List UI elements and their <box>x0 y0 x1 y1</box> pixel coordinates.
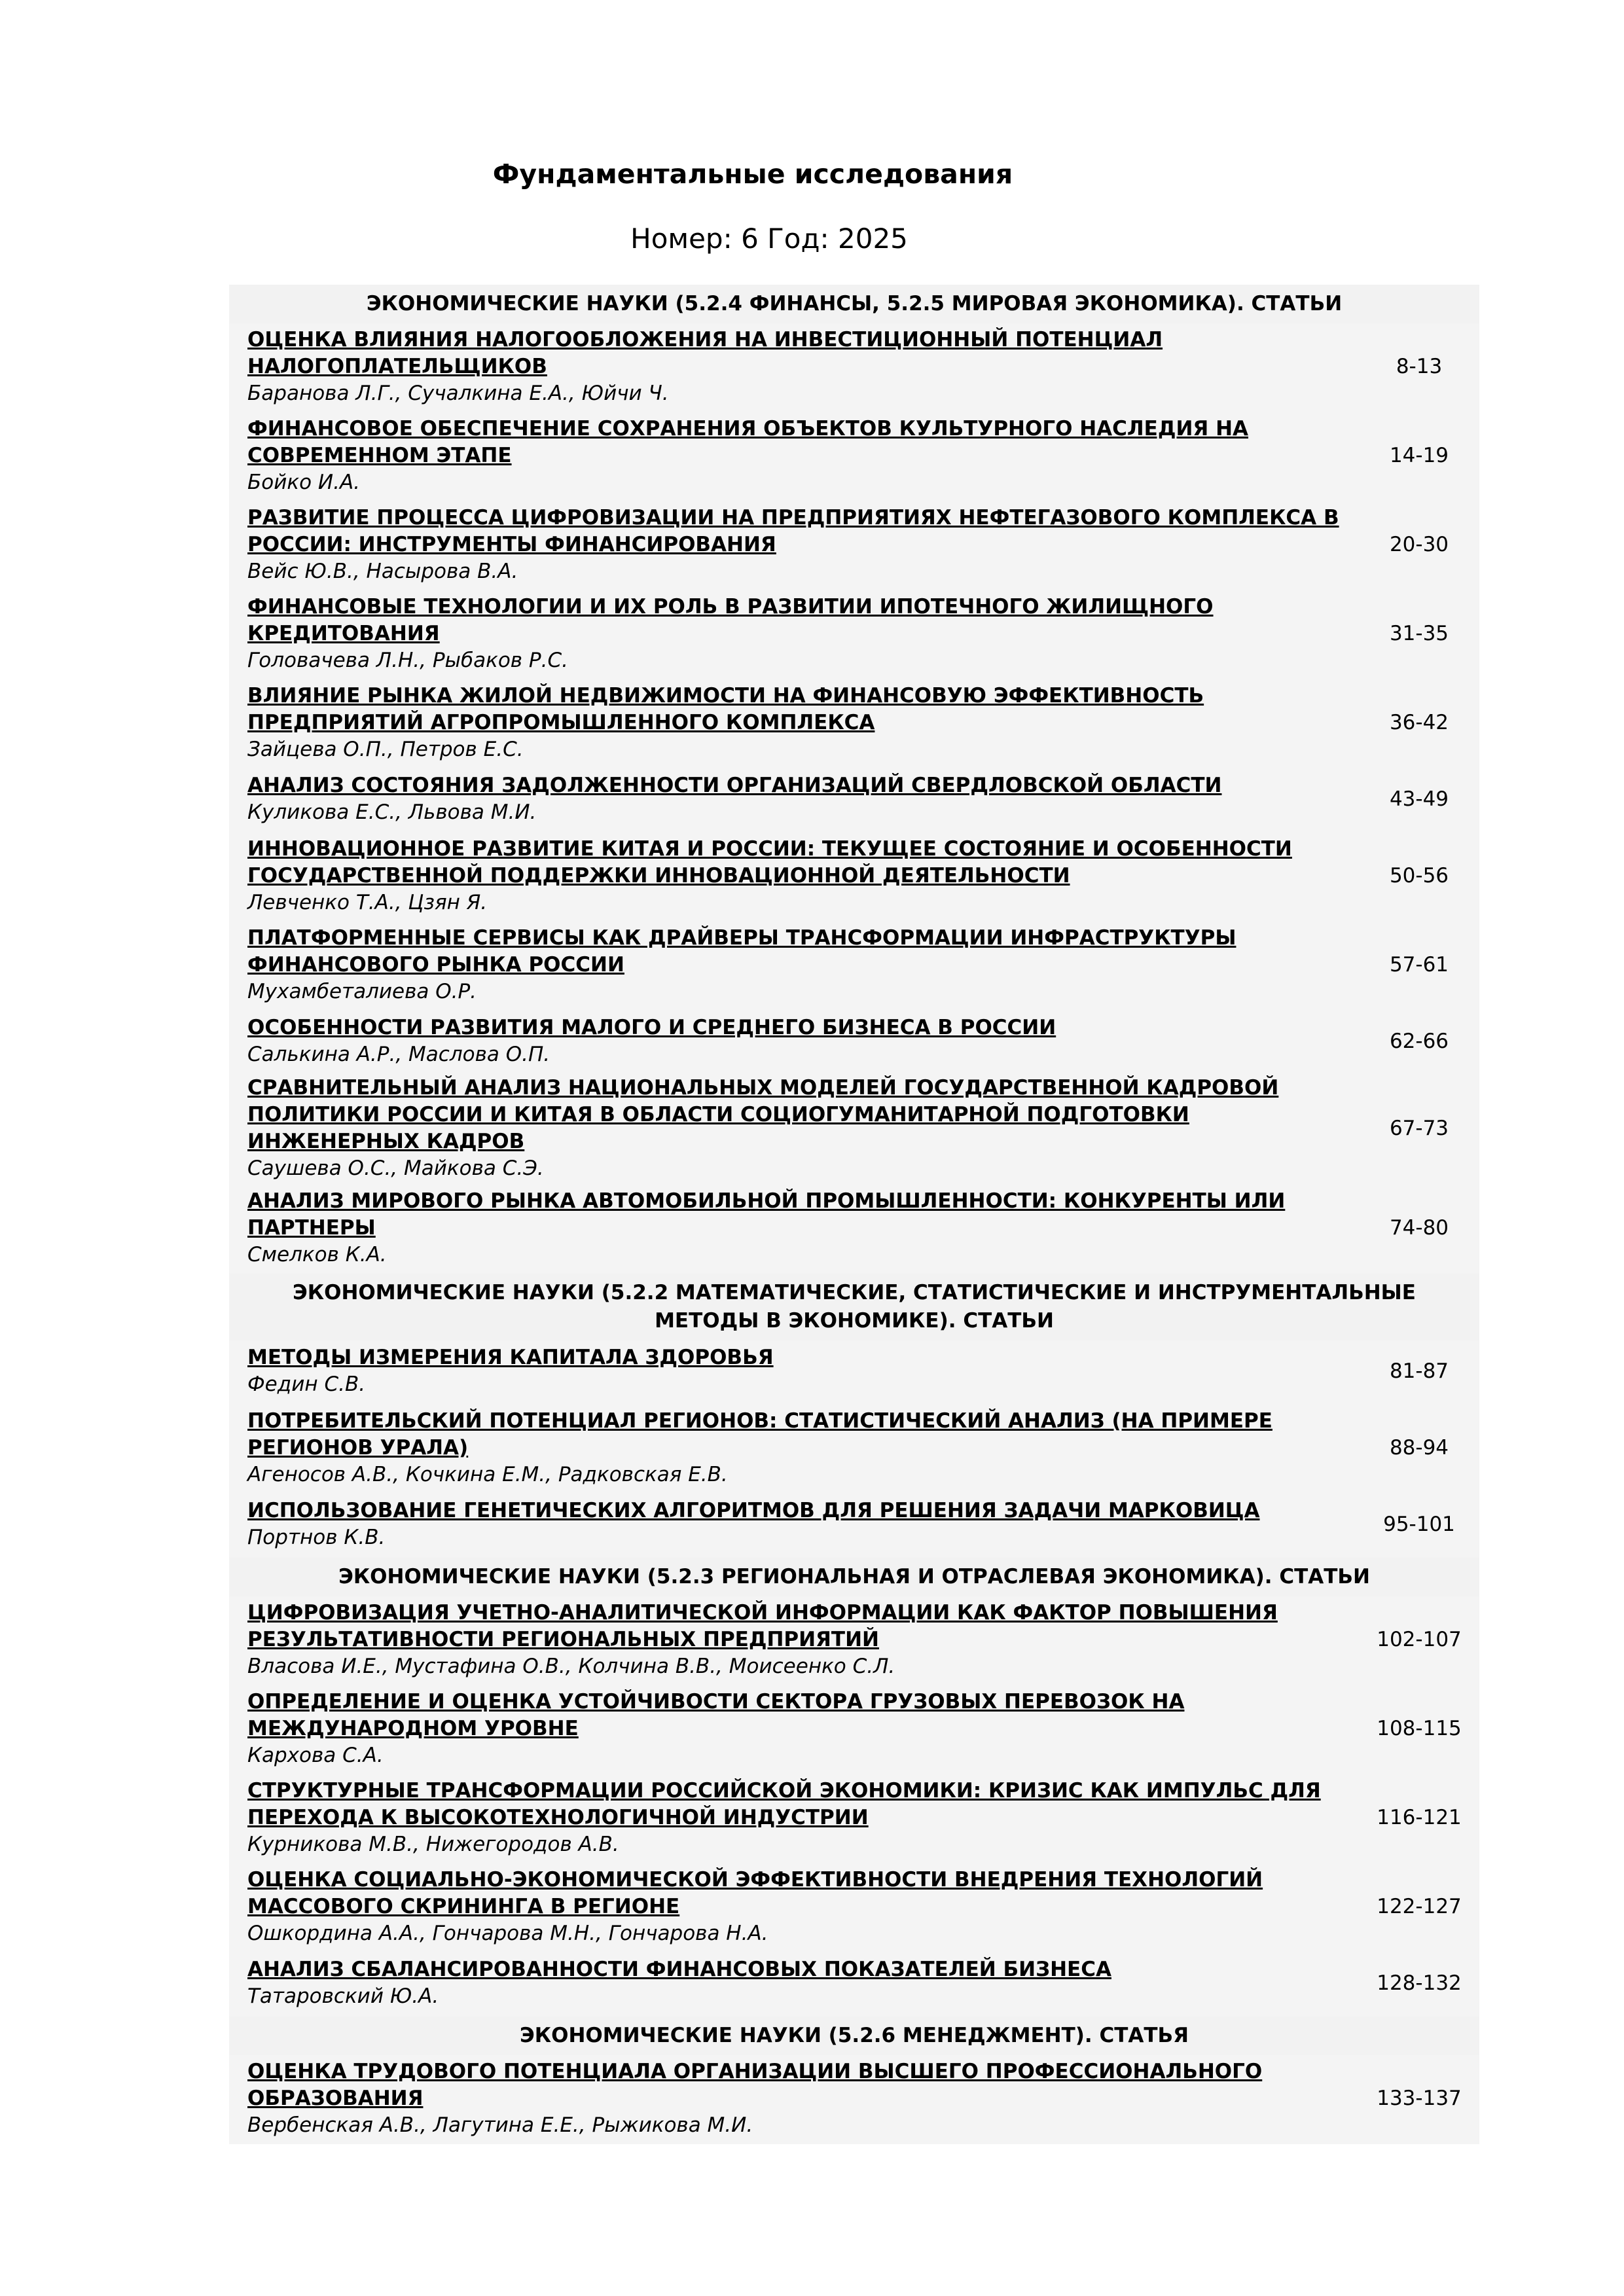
article-body <box>247 772 1360 826</box>
article-pages: 14-19 <box>1389 444 1449 467</box>
article-row <box>229 768 1479 833</box>
article-row <box>229 1011 1479 1075</box>
article-row <box>229 412 1479 501</box>
article-pages: 8-13 <box>1396 355 1443 378</box>
article-pages: 31-35 <box>1389 622 1449 645</box>
article-pages: 108-115 <box>1377 1717 1462 1740</box>
article-pages: 50-56 <box>1389 864 1449 888</box>
article-authors: Власова И.Е., Мустафина О.В., Колчина В.В., Моисеенко С.Л. <box>247 1654 895 1678</box>
article-title-link[interactable]: АНАЛИЗ СОСТОЯНИЯ ЗАДОЛЖЕННОСТИ ОРГАНИЗАЦИЙ СВЕРДЛОВСКОЙ ОБЛАСТИ <box>247 774 1222 797</box>
article-body <box>247 1014 1360 1068</box>
article-title-link[interactable]: ВЛИЯНИЕ РЫНКА ЖИЛОЙ НЕДВИЖИМОСТИ НА ФИНАНСОВУЮ ЭФФЕКТИВНОСТЬ ПРЕДПРИЯТИЙ АГРОПРОМЫШЛЕННОГО КОМПЛЕКСА <box>247 683 1204 734</box>
article-title-link[interactable]: ОСОБЕННОСТИ РАЗВИТИЯ МАЛОГО И СРЕДНЕГО БИЗНЕСА В РОССИИ <box>247 1016 1056 1039</box>
article-authors: Вербенская А.В., Лагутина Е.Е., Рыжикова М.И. <box>247 2113 753 2137</box>
article-pages: 74-80 <box>1389 1216 1449 1240</box>
section-heading: ЭКОНОМИЧЕСКИЕ НАУКИ (5.2.2 МАТЕМАТИЧЕСКИЕ, СТАТИСТИЧЕСКИЕ И ИНСТРУМЕНТАЛЬНЫЕ МЕТОДЫ В ЭКОНОМИКЕ). СТАТЬИ <box>229 1274 1479 1340</box>
article-body <box>247 1075 1360 1182</box>
article-title-link[interactable]: ОПРЕДЕЛЕНИЕ И ОЦЕНКА УСТОЙЧИВОСТИ СЕКТОРА ГРУЗОВЫХ ПЕРЕВОЗОК НА МЕЖДУНАРОДНОМ УРОВНЕ <box>247 1689 1185 1740</box>
article-authors: Саушева О.С., Майкова С.Э. <box>247 1157 544 1180</box>
article-row <box>229 590 1479 679</box>
article-authors: Ошкордина А.А., Гончарова М.Н., Гончарова Н.А. <box>247 1921 768 1945</box>
article-body <box>247 1344 1360 1398</box>
article-pages: 88-94 <box>1389 1436 1449 1460</box>
section-heading: ЭКОНОМИЧЕСКИЕ НАУКИ (5.2.3 РЕГИОНАЛЬНАЯ И ОТРАСЛЕВАЯ ЭКОНОМИКА). СТАТЬИ <box>229 1558 1479 1596</box>
article-title-link[interactable]: ПЛАТФОРМЕННЫЕ СЕРВИСЫ КАК ДРАЙВЕРЫ ТРАНСФОРМАЦИИ ИНФРАСТРУКТУРЫ ФИНАНСОВОГО РЫНКА РОССИИ <box>247 925 1236 977</box>
article-title-link[interactable]: МЕТОДЫ ИЗМЕРЕНИЯ КАПИТАЛА ЗДОРОВЬЯ <box>247 1346 774 1369</box>
article-title-link[interactable]: ФИНАНСОВОЕ ОБЕСПЕЧЕНИЕ СОХРАНЕНИЯ ОБЪЕКТОВ КУЛЬТУРНОГО НАСЛЕДИЯ НА СОВРЕМЕННОМ ЭТАПЕ <box>247 416 1249 467</box>
article-authors: Вейс Ю.В., Насырова В.А. <box>247 559 518 583</box>
article-authors: Федин С.В. <box>247 1372 366 1396</box>
article-pages: 128-132 <box>1377 1971 1462 1995</box>
article-body <box>247 1498 1360 1551</box>
article-row <box>229 1185 1479 1274</box>
article-body <box>247 1188 1360 1268</box>
article-pages: 43-49 <box>1389 787 1449 811</box>
article-authors: Агеносов А.В., Кочкина Е.М., Радковская Е.В. <box>247 1462 728 1486</box>
article-row <box>229 1952 1479 2017</box>
article-pages: 62-66 <box>1389 1030 1449 1053</box>
article-title-link[interactable]: ЦИФРОВИЗАЦИЯ УЧЕТНО-АНАЛИТИЧЕСКОЙ ИНФОРМАЦИИ КАК ФАКТОР ПОВЫШЕНИЯ РЕЗУЛЬТАТИВНОСТИ РЕГИОНАЛЬНЫХ ПРЕДПРИЯТИЙ <box>247 1600 1278 1651</box>
article-title-link[interactable]: СРАВНИТЕЛЬНЫЙ АНАЛИЗ НАЦИОНАЛЬНЫХ МОДЕЛЕЙ ГОСУДАРСТВЕННОЙ КАДРОВОЙ ПОЛИТИКИ РОССИИ И КИТАЯ В ОБЛАСТИ СОЦИОГУМАНИТАРНОЙ ПОДГОТОВКИ ИНЖЕНЕРНЫХ КАДРОВ <box>247 1076 1279 1153</box>
article-title-link[interactable]: ПОТРЕБИТЕЛЬСКИЙ ПОТЕНЦИАЛ РЕГИОНОВ: СТАТИСТИЧЕСКИЙ АНАЛИЗ (НА ПРИМЕРЕ РЕГИОНОВ УРАЛА) <box>247 1408 1272 1460</box>
article-authors: Кархова С.А. <box>247 1743 384 1767</box>
article-row <box>229 922 1479 1011</box>
article-body <box>247 1778 1360 1858</box>
article-body <box>247 594 1360 674</box>
section-heading: ЭКОНОМИЧЕСКИЕ НАУКИ (5.2.6 МЕНЕДЖМЕНТ). СТАТЬЯ <box>229 2017 1479 2055</box>
article-authors: Бойко И.А. <box>247 470 361 494</box>
article-body <box>247 1600 1360 1680</box>
article-row <box>229 679 1479 768</box>
article-row <box>229 1075 1479 1185</box>
article-body <box>247 327 1360 407</box>
table-of-contents <box>229 285 1479 2144</box>
journal-title: Фундаментальные исследования <box>492 158 1013 190</box>
article-body <box>247 836 1360 916</box>
article-authors: Курникова М.В., Нижегородов А.В. <box>247 1832 619 1856</box>
article-row <box>229 323 1479 412</box>
article-row <box>229 1494 1479 1558</box>
article-authors: Зайцева О.П., Петров Е.С. <box>247 737 524 761</box>
issue-line: Номер: 6 Год: 2025 <box>630 223 908 255</box>
article-title-link[interactable]: ОЦЕНКА ТРУДОВОГО ПОТЕНЦИАЛА ОРГАНИЗАЦИИ ВЫСШЕГО ПРОФЕССИОНАЛЬНОГО ОБРАЗОВАНИЯ <box>247 2059 1263 2110</box>
article-body <box>247 1689 1360 1769</box>
article-pages: 20-30 <box>1389 533 1449 556</box>
article-authors: Татаровский Ю.А. <box>247 1984 439 2008</box>
article-pages: 102-107 <box>1377 1628 1462 1651</box>
article-authors: Портнов К.В. <box>247 1526 386 1549</box>
article-authors: Головачева Л.Н., Рыбаков Р.С. <box>247 648 568 672</box>
article-authors: Куликова Е.С., Львова М.И. <box>247 800 537 824</box>
article-row <box>229 2055 1479 2144</box>
article-body <box>247 683 1360 763</box>
article-pages: 67-73 <box>1389 1117 1449 1140</box>
article-row <box>229 833 1479 922</box>
article-row <box>229 1685 1479 1774</box>
article-pages: 116-121 <box>1377 1806 1462 1829</box>
article-row <box>229 1863 1479 1952</box>
article-row <box>229 1774 1479 1863</box>
article-body <box>247 1867 1360 1947</box>
article-row <box>229 1596 1479 1685</box>
article-title-link[interactable]: РАЗВИТИЕ ПРОЦЕССА ЦИФРОВИЗАЦИИ НА ПРЕДПРИЯТИЯХ НЕФТЕГАЗОВОГО КОМПЛЕКСА В РОССИИ: ИНСТРУМЕНТЫ ФИНАНСИРОВАНИЯ <box>247 505 1339 556</box>
article-pages: 133-137 <box>1377 2087 1462 2110</box>
article-pages: 36-42 <box>1389 711 1449 734</box>
article-row <box>229 1405 1479 1494</box>
article-authors: Баранова Л.Г., Сучалкина Е.А., Юйчи Ч. <box>247 381 669 405</box>
article-authors: Мухамбеталиева О.Р. <box>247 979 477 1003</box>
article-pages: 122-127 <box>1377 1895 1462 1918</box>
article-body <box>247 2058 1360 2139</box>
article-pages: 81-87 <box>1389 1359 1449 1383</box>
article-authors: Левченко Т.А., Цзян Я. <box>247 890 488 914</box>
article-pages: 95-101 <box>1383 1513 1455 1536</box>
article-pages: 57-61 <box>1389 953 1449 977</box>
article-title-link[interactable]: ИСПОЛЬЗОВАНИЕ ГЕНЕТИЧЕСКИХ АЛГОРИТМОВ ДЛЯ РЕШЕНИЯ ЗАДАЧИ МАРКОВИЦА <box>247 1499 1260 1522</box>
article-body <box>247 416 1360 496</box>
article-title-link[interactable]: ОЦЕНКА ВЛИЯНИЯ НАЛОГООБЛОЖЕНИЯ НА ИНВЕСТИЦИОННЫЙ ПОТЕНЦИАЛ НАЛОГОПЛАТЕЛЬЩИКОВ <box>247 327 1163 378</box>
article-body <box>247 1956 1360 2010</box>
article-body <box>247 925 1360 1005</box>
article-title-link[interactable]: ИННОВАЦИОННОЕ РАЗВИТИЕ КИТАЯ И РОССИИ: ТЕКУЩЕЕ СОСТОЯНИЕ И ОСОБЕННОСТИ ГОСУДАРСТВЕННОЙ ПОДДЕРЖКИ ИННОВАЦИОННОЙ ДЕЯТЕЛЬНОСТИ <box>247 836 1292 888</box>
article-title-link[interactable]: СТРУКТУРНЫЕ ТРАНСФОРМАЦИИ РОССИЙСКОЙ ЭКОНОМИКИ: КРИЗИС КАК ИМПУЛЬС ДЛЯ ПЕРЕХОДА К ВЫСОКОТЕХНОЛОГИЧНОЙ ИНДУСТРИИ <box>247 1778 1321 1829</box>
article-title-link[interactable]: ФИНАНСОВЫЕ ТЕХНОЛОГИИ И ИХ РОЛЬ В РАЗВИТИИ ИПОТЕЧНОГО ЖИЛИЩНОГО КРЕДИТОВАНИЯ <box>247 594 1214 645</box>
article-title-link[interactable]: ОЦЕНКА СОЦИАЛЬНО-ЭКОНОМИЧЕСКОЙ ЭФФЕКТИВНОСТИ ВНЕДРЕНИЯ ТЕХНОЛОГИЙ МАССОВОГО СКРИНИНГА В РЕГИОНЕ <box>247 1867 1263 1918</box>
article-title-link[interactable]: АНАЛИЗ МИРОВОГО РЫНКА АВТОМОБИЛЬНОЙ ПРОМЫШЛЕННОСТИ: КОНКУРЕНТЫ ИЛИ ПАРТНЕРЫ <box>247 1189 1286 1240</box>
article-body <box>247 1408 1360 1488</box>
article-authors: Смелков К.А. <box>247 1242 387 1266</box>
article-row <box>229 1340 1479 1405</box>
article-title-link[interactable]: АНАЛИЗ СБАЛАНСИРОВАННОСТИ ФИНАНСОВЫХ ПОКАЗАТЕЛЕЙ БИЗНЕСА <box>247 1958 1111 1981</box>
article-authors: Салькина А.Р., Маслова О.П. <box>247 1043 550 1066</box>
section-heading: ЭКОНОМИЧЕСКИЕ НАУКИ (5.2.4 ФИНАНСЫ, 5.2.5 МИРОВАЯ ЭКОНОМИКА). СТАТЬИ <box>229 285 1479 323</box>
article-row <box>229 501 1479 590</box>
article-body <box>247 505 1360 585</box>
